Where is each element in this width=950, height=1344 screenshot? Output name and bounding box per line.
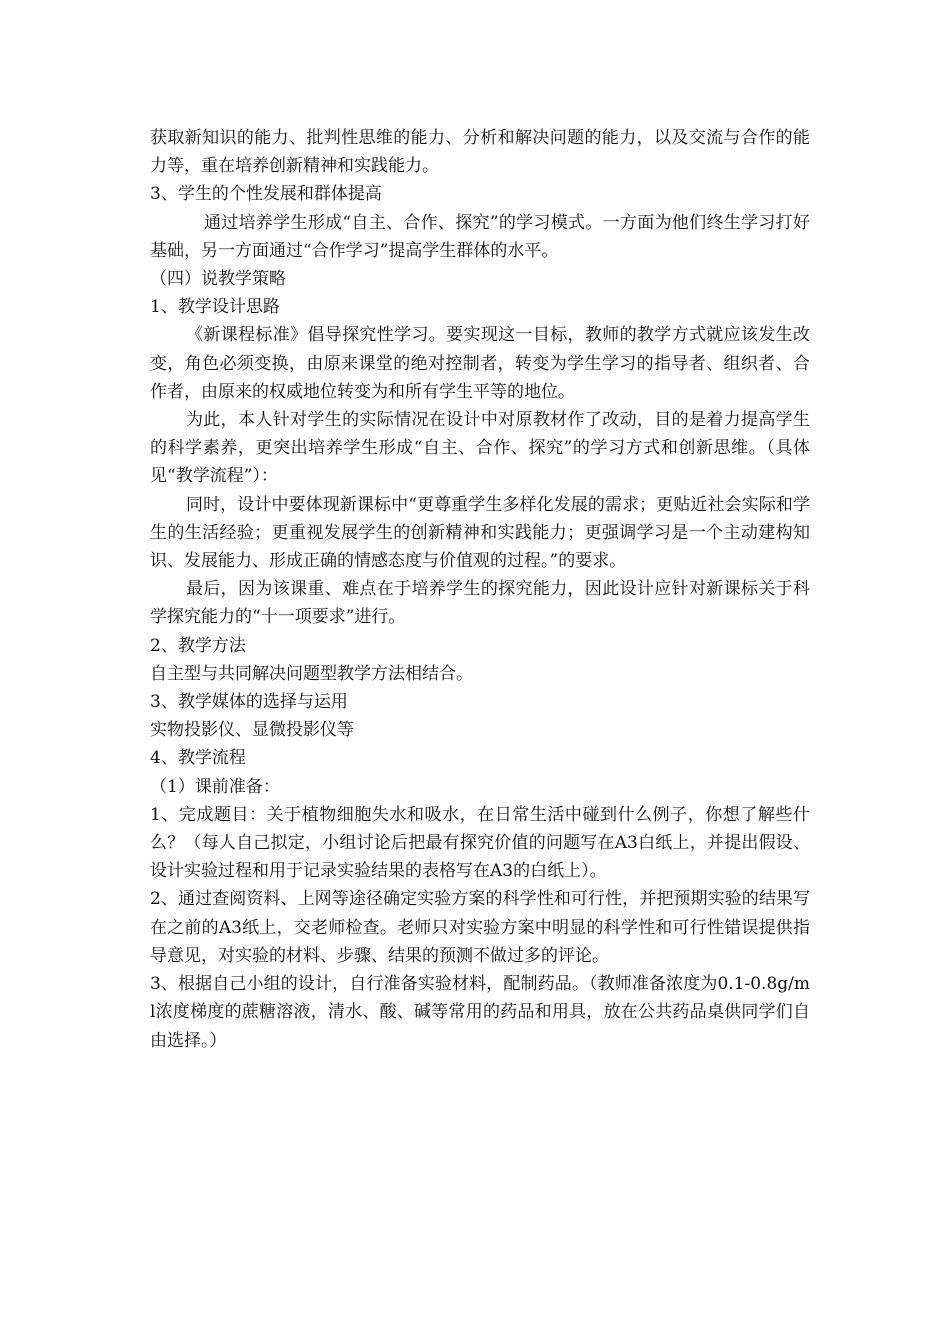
paragraph-learning-mode: 通过培养学生形成“自主、合作、探究”的学习模式。一方面为他们终生学习打好基础，另一方面通过“合作学习”提高学生群体的水平。 — [150, 212, 810, 261]
paragraph-new-curriculum: 《新课程标准》倡导探究性学习。要实现这一目标，教师的教学方式就应该发生改变，角色必须变换，由原来课堂的绝对控制者，转变为学生学习的指导者、组织者、合作者，由原来的权威地位转变为和所有学生平等的地位。 — [150, 325, 810, 402]
heading-preparation: （1）课前准备： — [150, 776, 280, 797]
heading-design-idea: 1、教学设计思路 — [150, 297, 280, 318]
paragraph-prep-step-3: 3、根据自己小组的设计，自行准备实验材料，配制药品。（教师准备浓度为0.1-0.8g/ml浓度梯度的蔗糖溶液，清水、酸、碱等常用的药品和用具，放在公共药品桌供同学们自由选择。） — [150, 974, 810, 1051]
paragraph-prep-step-2: 2、通过查阅资料、上网等途径确定实验方案的科学性和可行性，并把预期实验的结果写在之前的A3纸上，交老师检查。老师只对实验方案中明显的科学性和可行性错误提供指导意见，对实验的材料、步骤、结果的预测不做过多的评论。 — [150, 889, 810, 966]
paragraph-teaching-method: 自主型与共同解决问题型教学方法相结合。 — [150, 663, 473, 684]
paragraph-textbook-changes: 为此，本人针对学生的实际情况在设计中对原教材作了改动，目的是着力提高学生的科学素养，更突出培养学生形成“自主、合作、探究”的学习方式和创新思维。（具体见“教学流程”）： — [150, 410, 810, 487]
heading-teaching-strategy: （四）说教学策略 — [150, 269, 286, 290]
document-body — [150, 124, 810, 1055]
paragraph-prep-step-1: 1、完成题目：关于植物细胞失水和吸水，在日常生活中碰到什么例子，你想了解些什么？（每人自己拟定，小组讨论后把最有探究价值的问题写在A3白纸上，并提出假设、设计实验过程和用于记录实验结果的表格写在A3的白纸上）。 — [150, 804, 810, 882]
paragraph-curriculum-requirements: 同时，设计中要体现新课标中“更尊重学生多样化发展的需求；更贴近社会实际和学生的生活经验；更重视发展学生的创新精神和实践能力；更强调学习是一个主动建构知识、发展能力、形成正确的情感态度与价值观的过程。”的要求。 — [150, 494, 810, 572]
paragraph-abilities: 获取新知识的能力、批判性思维的能力、分析和解决问题的能力，以及交流与合作的能力等，重在培养创新精神和实践能力。 — [150, 128, 810, 177]
heading-teaching-process: 4、教学流程 — [150, 748, 246, 769]
heading-individual-development: 3、学生的个性发展和群体提高 — [150, 184, 382, 205]
paragraph-inquiry-ability: 最后，因为该课重、难点在于培养学生的探究能力，因此设计应针对新课标关于科学探究能力的“十一项要求”进行。 — [150, 579, 810, 628]
paragraph-teaching-media: 实物投影仪、显微投影仪等 — [150, 720, 354, 741]
heading-teaching-method: 2、教学方法 — [150, 635, 246, 656]
heading-teaching-media: 3、教学媒体的选择与运用 — [150, 692, 348, 713]
